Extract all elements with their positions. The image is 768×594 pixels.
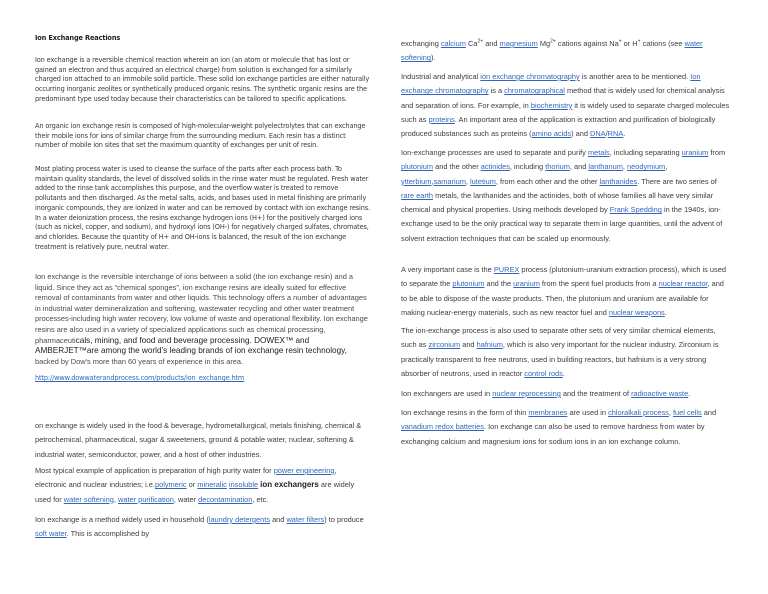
section-title: Ion Exchange Reactions [35,34,121,42]
link-chromatographical[interactable]: chromatographical [504,86,565,96]
link-chloralkali-process[interactable]: chloralkali process [608,408,669,417]
link-rna[interactable]: RNA [607,129,624,139]
link-power-engineering[interactable]: power engineering [273,466,335,475]
link-nuclear-reactor[interactable]: nuclear reactor [658,279,708,289]
paragraph-nuclear-reprocessing: Ion exchangers are used in nuclear reprocessing and the treatment of radioactive waste. [401,389,691,398]
link-ion-exchange-chromatography[interactable]: ion exchange chromatography [480,72,580,81]
link-polymeric[interactable]: polymeric [154,480,187,490]
paragraph-chromatography: Industrial and analytical ion exchange chromatography is another area to be mentioned. Ion exchange chromatography is a chromatographical method that is widely used for chemical analysis and separation of ions. For example, in biochemistry it is widely used to separate charged molecules such as proteins. An important area of the application is extraction and purification of biologically produced substances such as proteins (amino acids) and DNA/RNA. [401,72,730,139]
link-soft-water[interactable]: soft water [35,529,67,539]
link-dna[interactable]: DNA [590,129,606,139]
dow-brand-text: cals, mining, and food and beverage processing. DOWEX™ and AMBERJET™are among the world’s leading brands of ion exchange resin technology, [35,335,347,356]
link-water-softening-right[interactable]: water softening [401,39,703,63]
link-nuclear-reprocessing[interactable]: nuclear reprocessing [492,389,561,398]
source-link-paragraph [35,374,370,384]
paragraph-purex: A very important case is the PUREX process (plutonium-uranium extraction process), which is used to separate the plutonium and the uranium from the spent fuel products from a nuclear reactor, and to be able to dispose of the waste products. Then, the plutonium and uranium are available for making nuclear-energy materials, such as new reactor fuel and nuclear weapons. [401,265,726,317]
dow-text: Ion exchange is the reversible interchange of ions between a solid (the ion exchange resin) and a liquid. Since they act as “chemical sponges”, ion exchange resins are ideally suited for effective removal of contaminants from water and other liquids. This technology offers a number of advantages in industrial water demineralization and softening, wastewater recycling and other water treatment processes-including high water recovery, low volume of waste and operational flexibility. Ion exchange resins are also used in a variety of specialized applications such as chemical processing, pharmaceuti [35,272,368,345]
link-plutonium-2[interactable]: plutonium [452,279,485,289]
paragraph-household: Ion exchange is a method widely used in household (laundry detergents and water filters) to produce soft water. This is accomplished by [35,515,364,539]
link-nuclear-weapons[interactable]: nuclear weapons [608,307,665,317]
link-lanthanum[interactable]: lanthanum [588,162,623,172]
link-calcium[interactable]: calcium [440,39,466,48]
link-magnesium[interactable]: magnesium [499,39,538,48]
link-proteins[interactable]: proteins [428,114,455,124]
link-actinides[interactable]: actinides [480,162,510,172]
link-amino-acids[interactable]: amino acids [531,129,572,139]
link-lanthanides[interactable]: lanthanides [599,176,638,186]
link-water-softening[interactable]: water softening [63,494,114,504]
ion-exchangers-bold: ion exchangers [260,480,319,490]
paragraph-plating-water: Most plating process water is used to cleanse the surface of the parts after each process bath. To maintain quality standards, the level of dissolved solids in the rinse water must be regulated. Fresh water added to the rinse tank accomplishes this purpose, and the overflow water is treated to remove pollutants and then discharged. As the metal salts, acids, and bases used in metal finishing are primarily inorganic compounds, they are ionized in water and can be removed by contact with ion exchange resins. In a water deionization process, the resins exchange hydrogen ions (H+) for the positively charged ions (such as nickel, copper, and sodium), and hydroxyl ions (OH-) for negatively charged sulfates, chromates, and chlorides. Because the quantity of H+ and OH-ions is balanced, the result of the ion exchange treatment is relatively pure, neutral water. [35,165,370,251]
paragraph-metals-separation: Ion-exchange processes are used to separate and purify metals, including separating uranium from plutonium and the other actinides, including thorium, and lanthanum, neodymium, ytterbium,samarium, lutetium, from each other and the other lanthanides. There are two series of rare earth metals, the lanthanides and the actinides, both of whose families all have very similar chemical and physical properties. Using methods developed by Frank Spedding in the 1940s, ion-exchange used to be the only practical way to separate them in large quantities, until the advent of solvent extraction techniques that can be scaled up enormously. [401,148,726,243]
link-radioactive-waste[interactable]: radioactive waste [631,389,689,398]
paragraph-organic-resin: An organic ion exchange resin is composed of high-molecular-weight polyelectrolytes that can exchange their mobile ions for ions of similar charge from the surrounding medium. Each resin has a distinct number of mobile ion sites that set the maximum quantity of exchanges per unit of resin. [35,122,366,150]
link-thorium[interactable]: thorium [545,162,570,172]
paragraph-cation-exchange: exchanging calcium $Ca^{2+}$ and magnesium $Mg^{2+}$ cations against Na+ or H+ cations (see water softening). [401,38,703,63]
dow-tail-text: backed by Dow's more than 60 years of experience in this area. [35,356,244,366]
link-frank-spedding[interactable]: Frank Spedding [609,205,662,215]
paragraph-dow-resins [35,272,370,367]
link-ion-exchange-chromatography-2[interactable]: Ion exchange chromatography [401,72,701,96]
link-rare-earth[interactable]: rare earth [401,190,434,200]
paragraph-zirconium-hafnium: The ion-exchange process is also used to separate other sets of very similar chemical elements, such as zirconium and hafnium, which is also very important for the nuclear industry. Zirconium is practically transparent to free neutrons, used in building reactors, but hafnium is a very strong absorber of neutrons, used in reactor control rods. [401,326,719,378]
link-ytterbium[interactable]: ytterbium [401,176,432,186]
link-insoluble[interactable]: insoluble [228,480,259,490]
link-plutonium[interactable]: plutonium [401,162,434,172]
link-laundry-detergents[interactable]: laundry detergents [208,515,271,524]
link-uranium[interactable]: uranium [681,148,709,157]
link-mineralic[interactable]: mineralic [197,480,227,490]
link-decontamination[interactable]: decontamination [198,494,253,504]
paragraph-typical-application: Most typical example of application is preparation of high purity water for power engineering, electronic and nuclear industries; i.e.polymeric or mineralic insoluble ion exchangers are widely used for water softening, water purification, water decontamination, etc. [35,466,355,504]
dow-source-link[interactable]: http://www.dowwaterandprocess.com/products/ion_exchange.htm [35,374,245,382]
link-hafnium[interactable]: hafnium [476,340,503,350]
paragraph-industries: on exchange is widely used in the food & beverage, hydrometallurgical, metals finishing, chemical & petrochemical, pharmaceutical, sugar & sweeteners, ground & potable water, nuclear, softening & industrial water, semiconductor, power, and a host of other industries. [35,421,362,459]
link-metals[interactable]: metals [587,148,610,157]
link-purex[interactable]: PUREX [493,265,520,274]
link-control-rods[interactable]: control rods [524,368,563,378]
paragraph-membranes: Ion exchange resins in the form of thin membranes are used in chloralkali process, fuel cells and vanadium redox batteries. Ion exchange can also be used to remove hardness from water by exchanging calcium and magnesium ions for sodium ions in an ion exchange column. [401,408,717,446]
link-biochemistry[interactable]: biochemistry [530,100,573,110]
link-vanadium-redox-batteries[interactable]: vanadium redox batteries [401,422,484,432]
link-samarium[interactable]: samarium [433,176,466,186]
link-zirconium[interactable]: zirconium [428,340,461,350]
link-uranium-2[interactable]: uranium [513,279,540,289]
paragraph-ion-exchange-definition: Ion exchange is a reversible chemical reaction wherein an ion (an atom or molecule that has lost or gained an electron and thus acquired an electrical charge) from solution is exchanged for a similarly charged ion attached to an immobile solid particle. These solid ion exchange particles are either naturally occurring inorganic zeolites or synthetically produced organic resins. The synthetic organic resins are the predominant type used today because their characteristics can be tailored to specific applications. [35,56,370,103]
link-lutetium[interactable]: lutetium [470,176,496,186]
link-membranes[interactable]: membranes [528,408,568,417]
link-neodymium[interactable]: neodymium [627,162,666,172]
link-water-purification[interactable]: water purification [118,494,174,504]
link-water-filters[interactable]: water filters [286,515,325,524]
link-fuel-cells[interactable]: fuel cells [672,408,702,417]
